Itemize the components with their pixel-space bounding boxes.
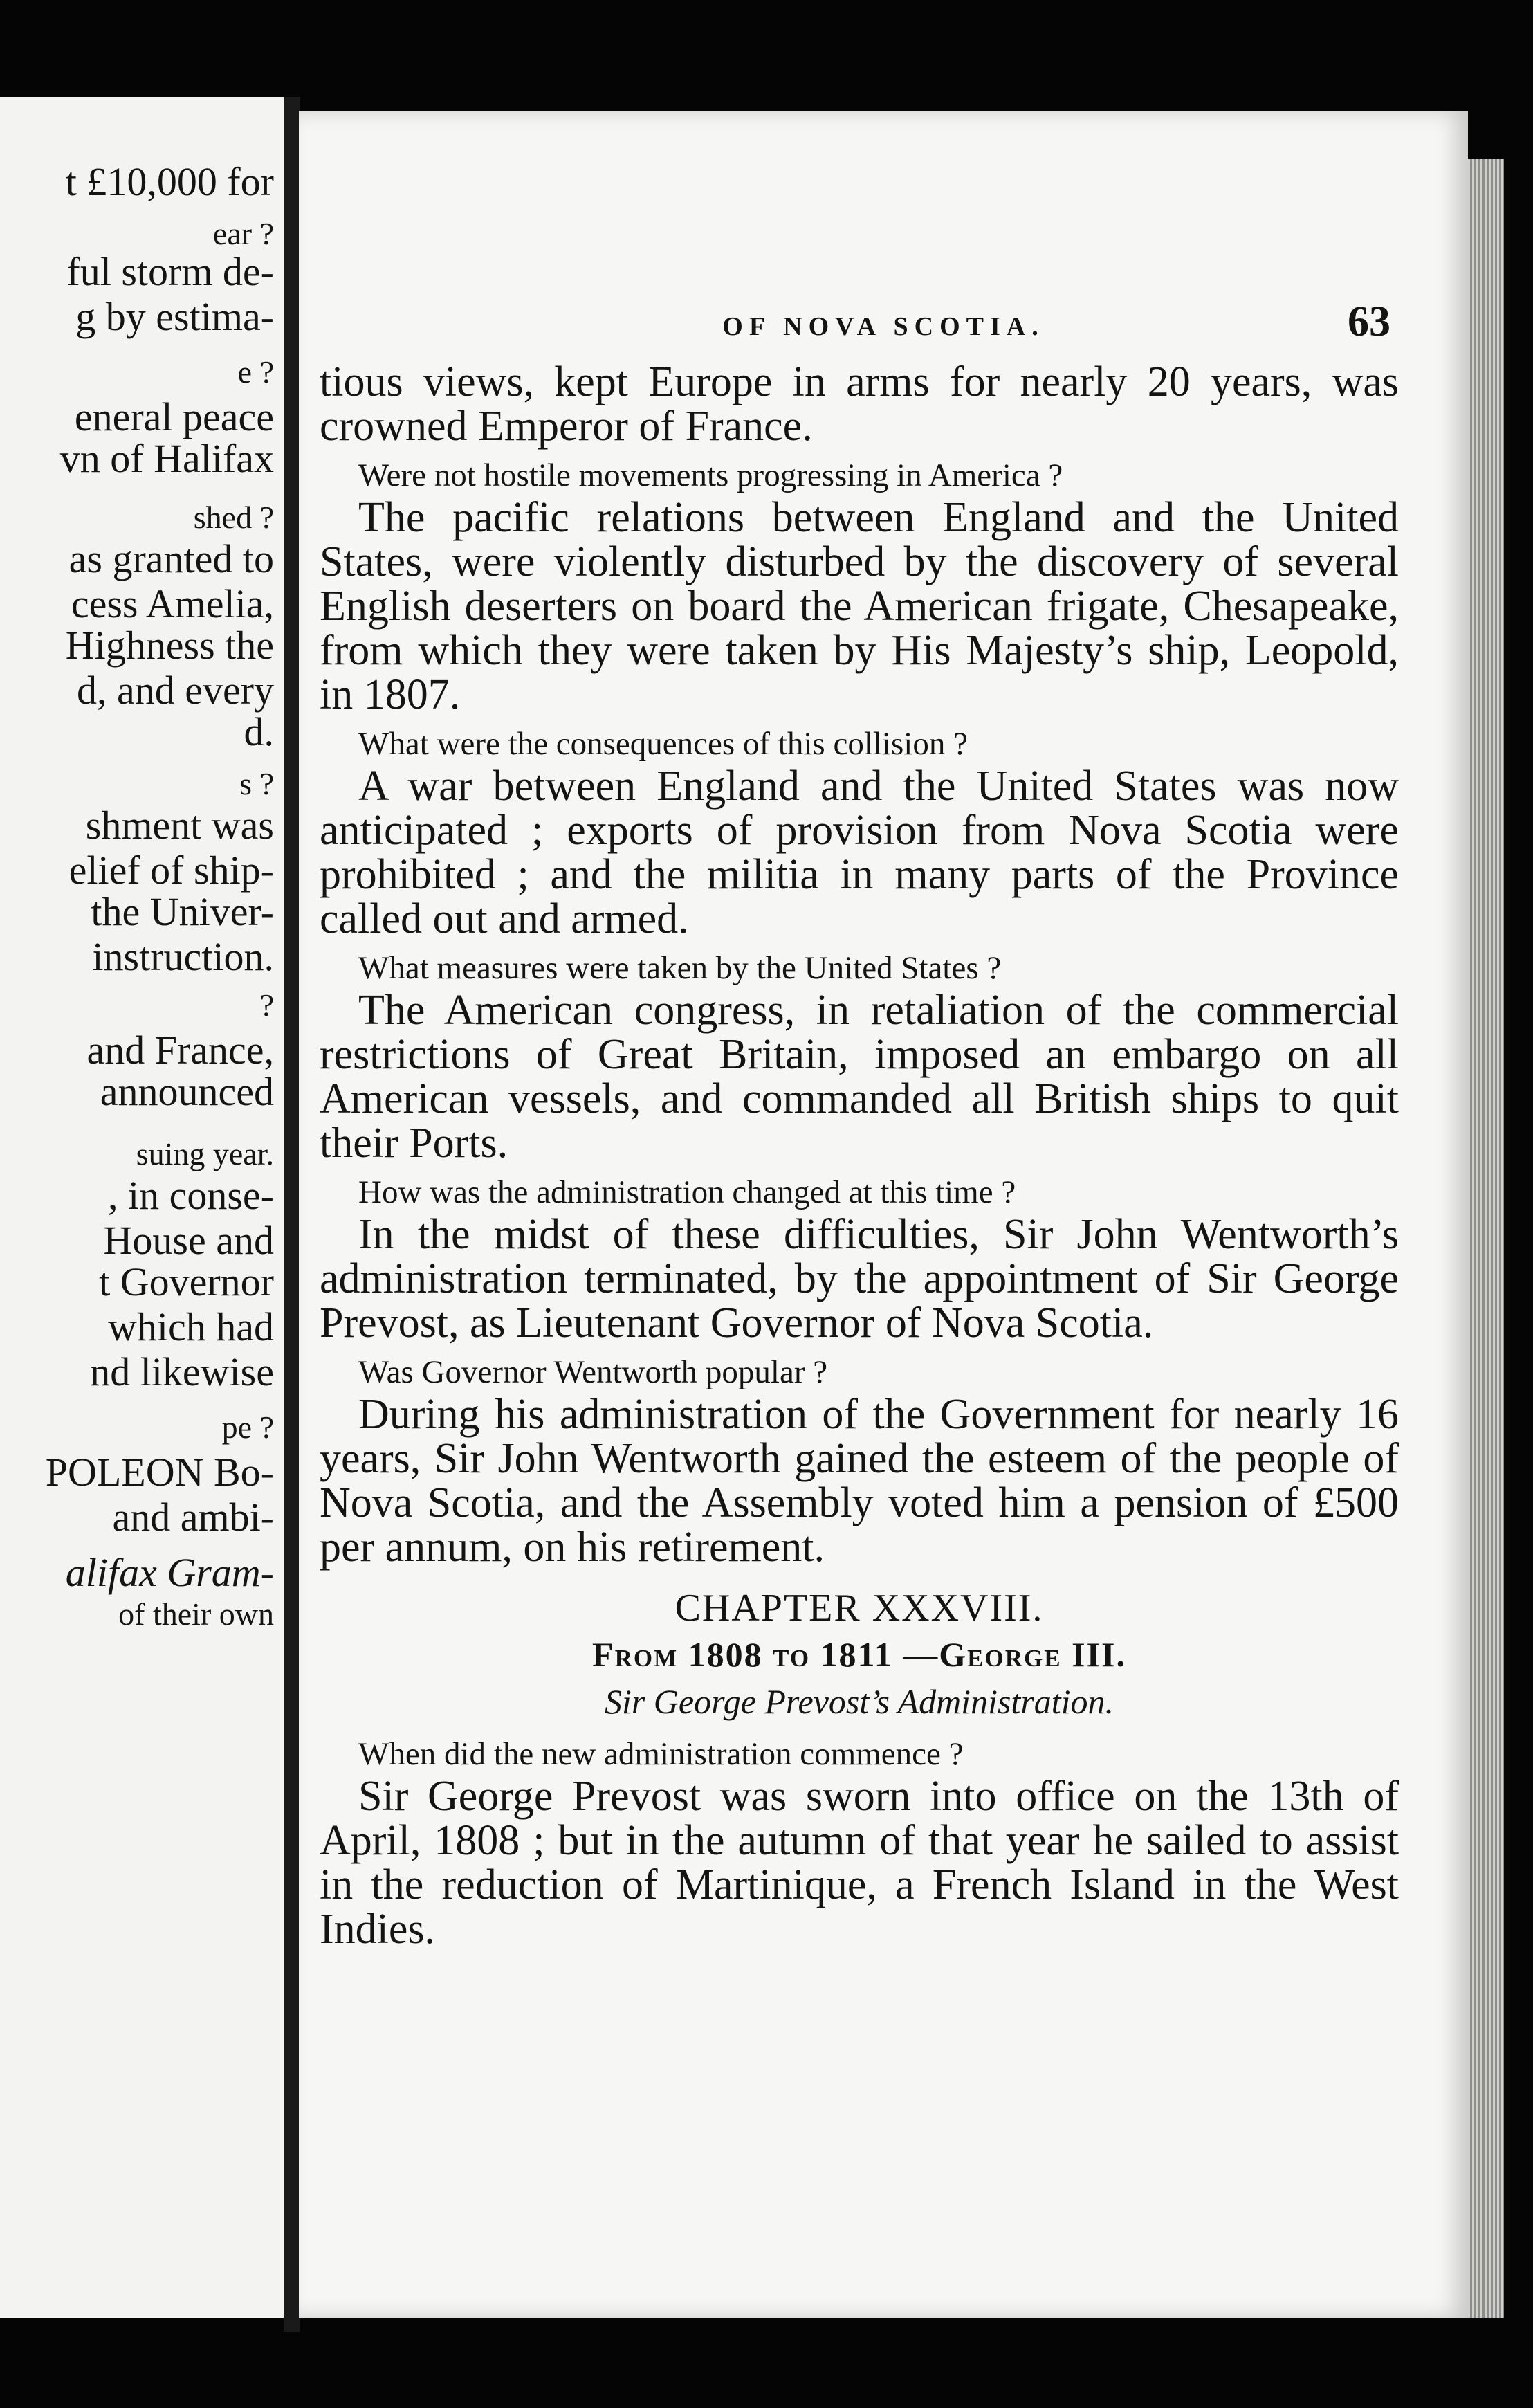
answer-paragraph: During his administration of the Government for nearly 16 years, Sir John Wentworth gained the esteem of the people of Nova Scotia, and the Assembly voted him a pension of £500 per annum, on his retirement. — [320, 1391, 1399, 1571]
question-line: When did the new administration commence ? — [358, 1736, 964, 1772]
left-page-line: the Univer- — [91, 889, 274, 934]
left-page-line: House and — [103, 1218, 274, 1263]
left-page-line: t Governor — [99, 1259, 274, 1304]
running-head: OF NOVA SCOTIA. — [722, 312, 1045, 341]
left-page-line: POLEON Bo- — [45, 1450, 274, 1495]
left-page-line: of their own — [118, 1596, 274, 1632]
left-page-line: nd likewise — [90, 1349, 274, 1394]
chapter-heading: CHAPTER XXXVIII. — [674, 1587, 1044, 1630]
question-line: Were not hostile movements progressing in America ? — [358, 457, 1063, 493]
left-page-line: which had — [108, 1304, 274, 1349]
answer-paragraph: A war between England and the United States was now anticipated ; exports of provision from Nova Scotia were prohibited ; and the militia in many parts of the Province called out and armed. — [320, 763, 1399, 942]
left-page-line: instruction. — [92, 934, 274, 979]
page-edges — [1468, 159, 1504, 2318]
answer-paragraph: In the midst of these difficulties, Sir John Wentworth’s administration terminated, by the appointment of Sir George Prevost, as Lieutenant Governor of Nova Scotia. — [320, 1211, 1399, 1347]
left-page-line: as granted to — [68, 536, 274, 581]
chapter-period: From 1808 to 1811 —George III. — [592, 1635, 1126, 1674]
left-page-line: s ? — [239, 766, 274, 801]
answer-paragraph: Sir George Prevost was sworn into office on the 13th of April, 1808 ; but in the autumn of that year he sailed to assist in the reduction of Martinique, a French Island in the West Indies. — [320, 1773, 1399, 1953]
left-page-line: , in conse- — [108, 1173, 274, 1218]
left-page-line: alifax Gram- — [65, 1550, 274, 1595]
answer-paragraph: The American congress, in retaliation of the commercial restrictions of Great Britain, imposed an embargo on all American vessels, and commanded all British ships to quit their Ports. — [320, 987, 1399, 1167]
left-page-line: g by estima- — [75, 294, 274, 339]
left-page-line: cess Amelia, — [71, 581, 274, 626]
left-page-line: pe ? — [221, 1410, 274, 1445]
right-page — [299, 111, 1468, 2318]
question-line: How was the administration changed at this time ? — [358, 1174, 1016, 1210]
left-page-line: and ambi- — [112, 1495, 274, 1540]
answer-paragraph: The pacific relations between England and the United States, were violently disturbed by the discovery of several English deserters on board the American frigate, Chesapeake, from which they were taken by His Majesty’s ship, Leopold, in 1807. — [320, 494, 1399, 718]
left-page-line: ful storm de- — [66, 249, 274, 294]
left-page-line: shed ? — [193, 500, 274, 535]
left-page-line: Highness the — [65, 623, 274, 668]
left-page-line: e ? — [237, 354, 274, 390]
left-page-line: announced — [100, 1069, 274, 1114]
left-page-line: suing year. — [136, 1136, 274, 1171]
chapter-title: Sir George Prevost’s Administration. — [604, 1682, 1114, 1721]
continued-paragraph: tious views, kept Europe in arms for nearly 20 years, was crowned Emperor of France. — [320, 358, 1399, 450]
left-page-line: and France, — [86, 1028, 274, 1073]
left-page-line: ? — [259, 987, 274, 1023]
left-page-line: t £10,000 for — [65, 159, 274, 204]
page-number: 63 — [1348, 298, 1390, 345]
left-page-line: shment was — [85, 803, 274, 848]
left-page-line: eneral peace — [74, 394, 274, 439]
question-line: What measures were taken by the United States ? — [358, 950, 1002, 986]
question-line: What were the consequences of this collision ? — [358, 726, 968, 762]
question-line: Was Governor Wentworth popular ? — [358, 1354, 828, 1390]
book-spine — [284, 97, 300, 2332]
left-page — [0, 97, 288, 2318]
left-page-line: d, and every — [76, 668, 274, 713]
left-page-line: ear ? — [212, 216, 274, 251]
left-page-line: vn of Halifax — [59, 436, 274, 481]
left-page-line: d. — [244, 709, 274, 754]
left-page-line: elief of ship- — [68, 848, 274, 893]
body-text — [320, 360, 1399, 1958]
